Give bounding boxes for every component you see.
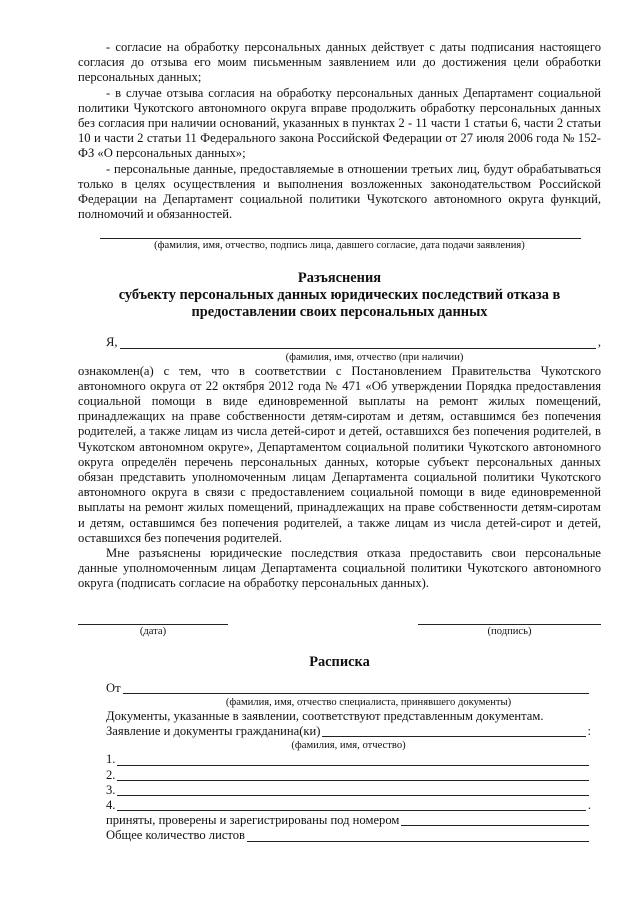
acknowledgement-paragraph: ознакомлен(а) с тем, что в соответствии с Постановлением Правительства Чукотского автономного округа от 22 октября 2012 года № 471 «Об утверждении Порядка предоставления социальной помощи в виде единовременной выплаты на ремонт жилых помещений, принадлежащих на праве собственности детям-сиротам и детям, оставшимся без попечения родителей, а также лицам из числа детей-сирот и детей, оставшихся без попечения родителей, в Чукотском автономном округе», Департаментом социальной политики Чукотского автономного округа определён перечень персональных данных, которые субъект персональных данных обязан представить уполномоченным лицам Департамента социальной политики Чукотского автономного округа в связи с предоставлением социальной помощи в виде единовременной выплаты на ремонт жилых помещений, принадлежащих на праве собственности детям-сиротам и детям, оставшимся без попечения родителей, а также лицам из числа детей-сирот и детей, оставшихся без попечения родителей. <box>78 363 601 545</box>
registered-label: приняты, проверены и зарегистрированы под номером <box>106 813 400 828</box>
registration-number-line[interactable] <box>401 813 589 826</box>
item-input-line[interactable] <box>117 753 589 766</box>
item-input-line[interactable] <box>117 783 589 796</box>
sheets-count-line[interactable] <box>247 829 589 842</box>
from-label: От <box>106 680 121 695</box>
citizen-caption: (фамилия, имя, отчество) <box>291 740 406 752</box>
application-row <box>106 724 591 739</box>
item-number: 2. <box>106 767 116 782</box>
from-row <box>106 681 591 696</box>
date-signature-row <box>78 614 601 638</box>
specialist-input-line[interactable] <box>123 681 589 694</box>
date-caption: (дата) <box>139 625 167 637</box>
explanation-subtitle-line-2: предоставлении своих персональных данных <box>191 304 488 321</box>
document-item-1 <box>106 752 591 767</box>
receipt-section <box>78 681 601 844</box>
document-page <box>78 40 601 844</box>
name-caption: (фамилия, имя, отчество (при наличии) <box>285 351 464 363</box>
item-number: 4. <box>106 797 116 812</box>
i-label: Я, <box>106 335 118 350</box>
signature-line[interactable] <box>100 232 581 239</box>
document-item-3 <box>106 783 591 798</box>
sign-line[interactable] <box>418 614 601 625</box>
document-item-4 <box>106 798 591 813</box>
item-input-line[interactable] <box>117 798 585 811</box>
consequences-paragraph: Мне разъяснены юридические последствия отказа предоставить свои персональные данные уполномоченным лицам Департамента социальной политики Чукотского автономного округа (подписать согласие на обработку персональных данных). <box>78 546 601 591</box>
sheets-row <box>106 828 591 843</box>
signature-caption: (фамилия, имя, отчество, подпись лица, давшего согласие, дата подачи заявления) <box>154 240 525 252</box>
comma: , <box>597 335 601 350</box>
specialist-caption: (фамилия, имя, отчество специалиста, принявшего документы) <box>225 696 512 708</box>
consent-revocation-paragraph: - в случае отзыва согласия на обработку персональных данных Департамент социальной политики Чукотского автономного округа вправе продолжить обработку персональных данных без согласия при наличии оснований, указанных в пунктах 2 - 11 части 1 статьи 6, части 2 статьи 10 и части 2 статьи 11 Федерального закона Российской Федерации от 27 июля 2006 года № 152-ФЗ «О персональных данных»; <box>78 85 601 161</box>
item-input-line[interactable] <box>117 768 589 781</box>
registered-row <box>106 813 591 828</box>
citizen-input-line[interactable] <box>322 724 585 737</box>
documents-correspond-text: Документы, указанные в заявлении, соответствуют представленным документам. <box>106 708 544 723</box>
name-field-row <box>78 335 601 350</box>
document-item-2 <box>106 768 591 783</box>
item-number: 1. <box>106 752 116 767</box>
period: . <box>587 797 591 812</box>
name-input-line[interactable] <box>120 336 596 349</box>
date-line[interactable] <box>78 614 228 625</box>
consent-term-paragraph: - согласие на обработку персональных данных действует с даты подписания настоящего согласия до отзыва его моим письменным заявлением или до достижения цели обработки персональных данных; <box>78 40 601 85</box>
colon: : <box>587 724 591 739</box>
application-label: Заявление и документы гражданина(ки) <box>106 724 321 739</box>
sheets-label: Общее количество листов <box>106 828 245 843</box>
receipt-title: Расписка <box>309 653 370 670</box>
explanation-subtitle-line-1: субъекту персональных данных юридических последствий отказа в <box>118 287 561 304</box>
item-number: 3. <box>106 782 116 797</box>
sign-caption: (подпись) <box>487 625 532 637</box>
explanation-title: Разъяснения <box>297 270 382 287</box>
third-party-data-paragraph: - персональные данные, предоставляемые в отношении третьих лиц, будут обрабатываться только в целях осуществления и выполнения возложенных законодательством Российской Федерации на Департамент социальной политики Чукотского автономного округа функций, полномочий и обязанностей. <box>78 161 601 222</box>
